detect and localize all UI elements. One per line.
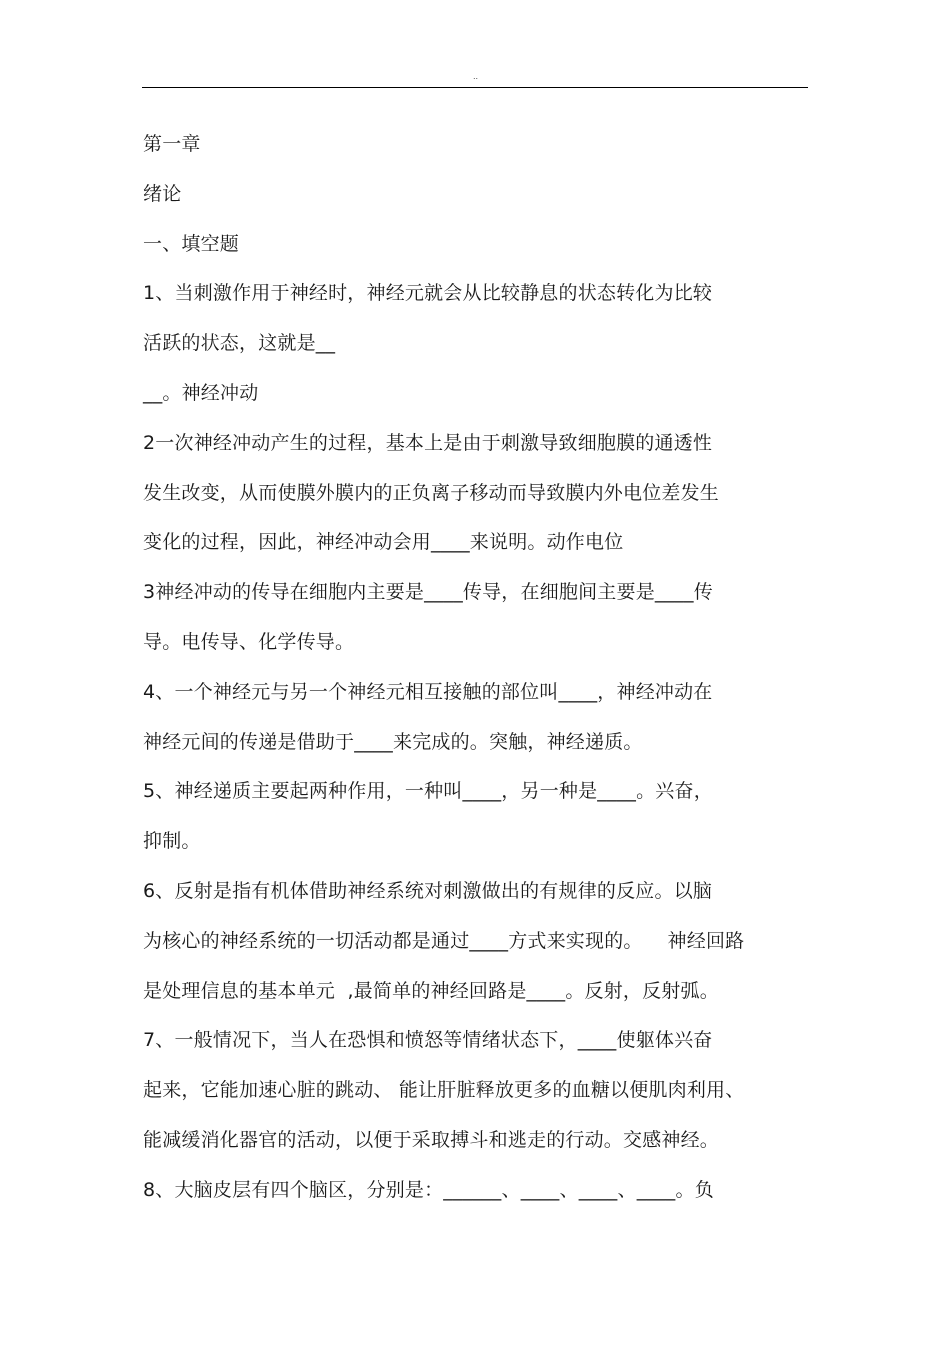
text-line: 7、一般情况下，当人在恐惧和愤怒等情绪状态下，____使躯体兴奋 xyxy=(143,1029,713,1052)
text-line: 抑制。 xyxy=(143,830,201,853)
document-body xyxy=(143,120,808,1216)
chapter-number: 第一章 xyxy=(143,133,201,155)
text-line: __。神经冲动 xyxy=(143,381,259,404)
text-line: 为核心的神经系统的一切活动都是通过____方式来实现的。 神经回路 xyxy=(143,929,745,952)
text-line: 起来，它能加速心脏的跳动、 能让肝脏释放更多的血糖以便肌肉利用、 xyxy=(143,1079,745,1102)
text-line: 5、神经递质主要起两种作用，一种叫____，另一种是____。兴奋， xyxy=(143,780,713,803)
header-mark: .. xyxy=(473,72,479,81)
text-line: 3神经冲动的传导在细胞内主要是____传导，在细胞间主要是____传 xyxy=(143,581,713,604)
header-rule xyxy=(142,87,808,88)
text-line: 变化的过程，因此，神经冲动会用____来说明。动作电位 xyxy=(143,531,624,554)
section-heading: 一、填空题 xyxy=(143,232,240,255)
text-line: 8、大脑皮层有四个脑区，分别是：______、____、____、____。负 xyxy=(143,1178,714,1201)
text-line: 能减缓消化器官的活动，以便于采取搏斗和逃走的行动。交感神经。 xyxy=(143,1128,720,1151)
text-line: 1、当刺激作用于神经时，神经元就会从比较静息的状态转化为比较 xyxy=(143,282,713,305)
chapter-title: 绪论 xyxy=(143,182,182,205)
text-line: 是处理信息的基本单元 ,最简单的神经回路是____。反射，反射弧。 xyxy=(143,979,719,1002)
text-line: 4、一个神经元与另一个神经元相互接触的部位叫____，神经冲动在 xyxy=(143,680,713,703)
text-line: 导。电传导、化学传导。 xyxy=(143,630,355,653)
text-line: 6、反射是指有机体借助神经系统对刺激做出的有规律的反应。以脑 xyxy=(143,879,713,902)
text-line: 活跃的状态，这就是__ xyxy=(143,332,336,355)
text-line: 神经元间的传递是借助于____来完成的。突触，神经递质。 xyxy=(143,730,643,753)
text-line: 发生改变，从而使膜外膜内的正负离子移动而导致膜内外电位差发生 xyxy=(143,481,720,504)
text-line: 2一次神经冲动产生的过程，基本上是由于刺激导致细胞膜的通透性 xyxy=(143,431,713,454)
page-header xyxy=(142,72,808,90)
